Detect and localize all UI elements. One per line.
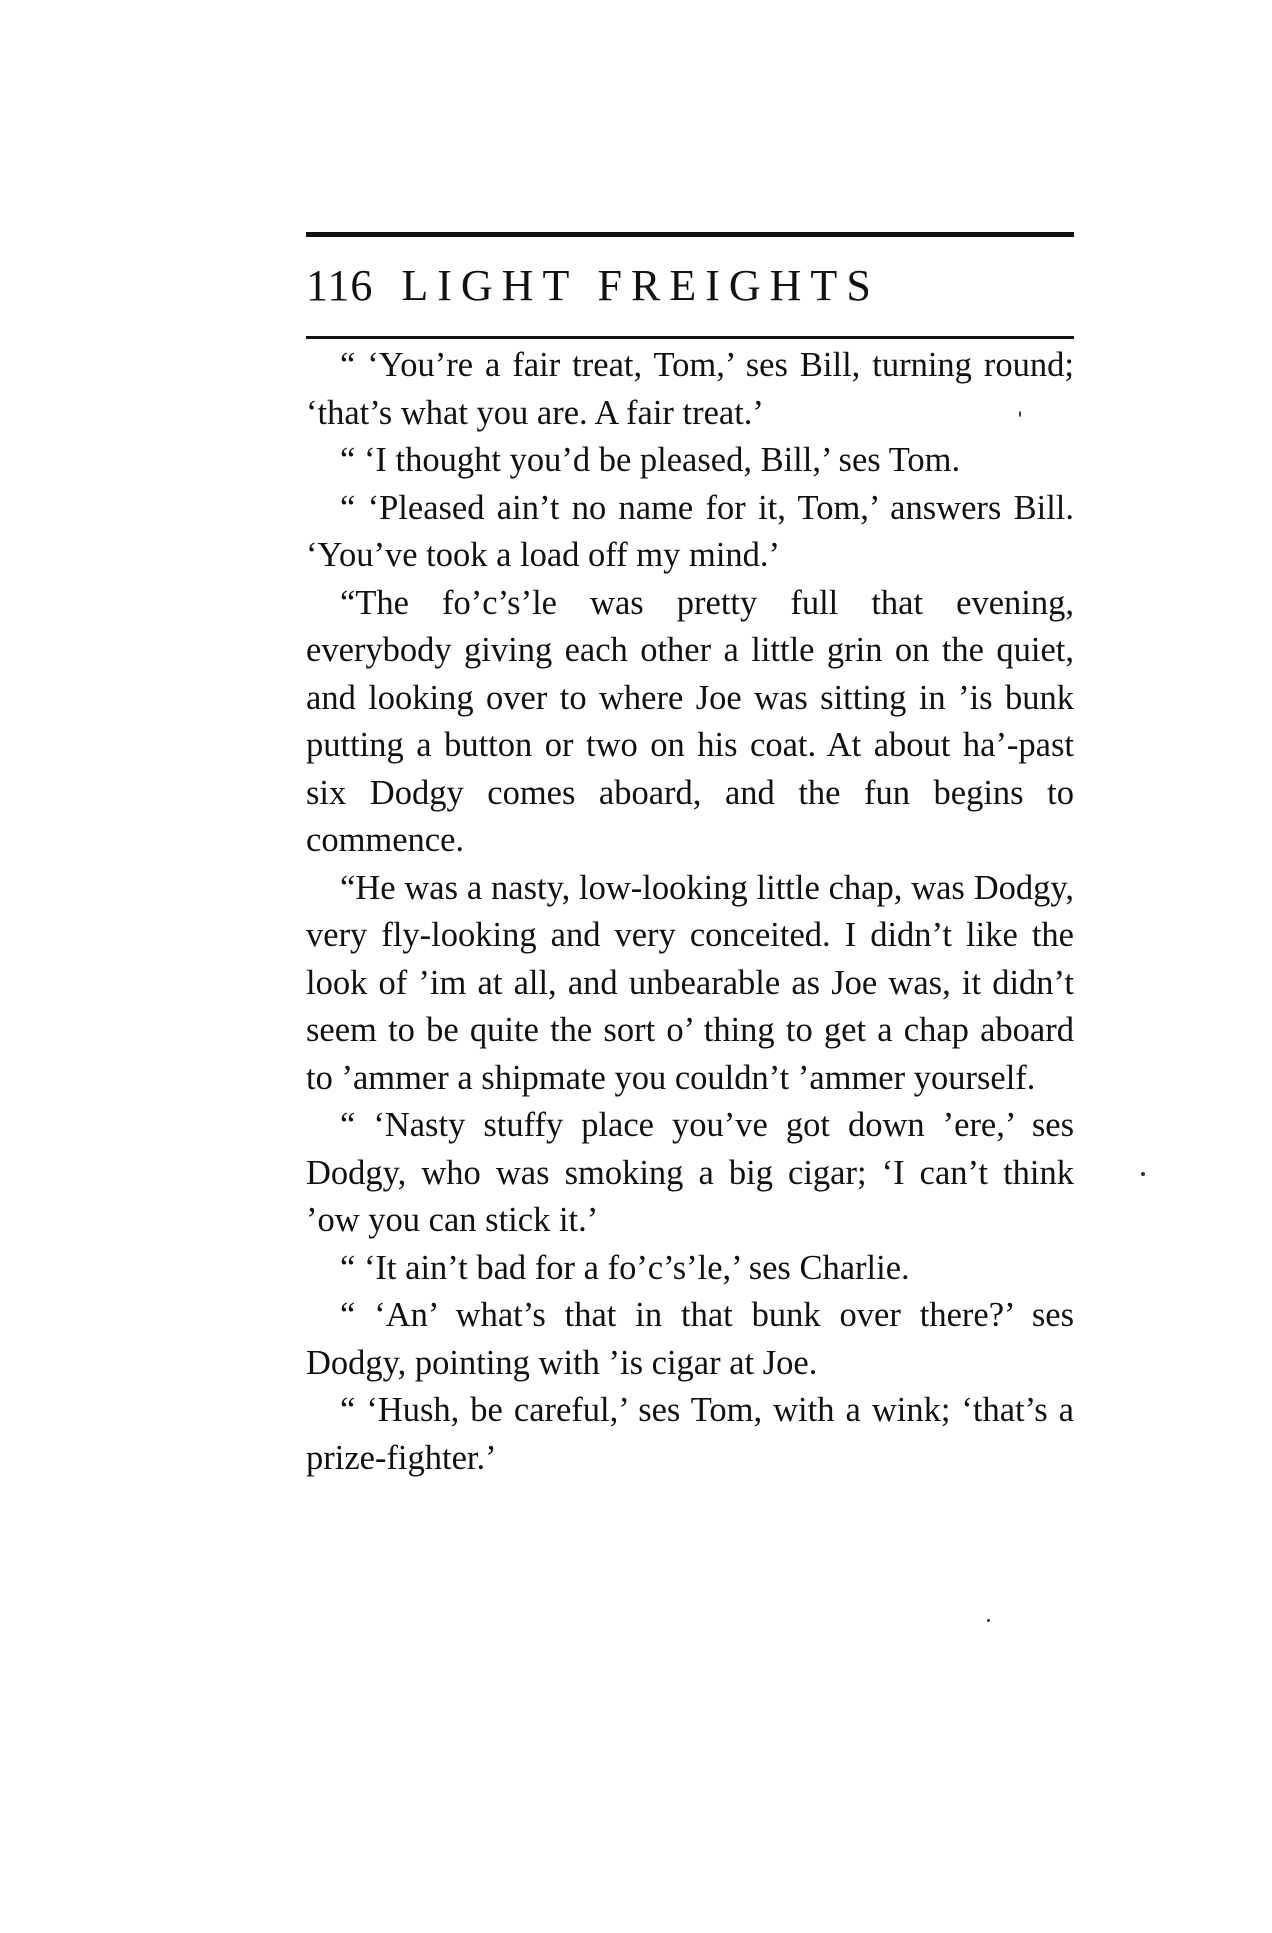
paragraph: “ ‘Pleased ain’t no name for it, Tom,’ answers Bill. ‘You’ve took a load off my mind.’	[306, 488, 1074, 574]
book-title: LIGHT FREIGHTS	[401, 260, 880, 310]
scan-speck	[1141, 1172, 1145, 1176]
body-text	[306, 342, 1074, 1482]
running-head	[306, 250, 1074, 320]
paragraph: “ ‘An’ what’s that in that bunk over there?’ ses Dodgy, pointing with ’is cigar at Joe.	[306, 1296, 1074, 1382]
header-bottom-rule	[306, 336, 1074, 339]
paragraph: “ ‘You’re a fair treat, Tom,’ ses Bill, turning round; ‘that’s what you are. A fair treat.’	[306, 346, 1074, 432]
scan-speck	[1019, 411, 1021, 417]
paragraph: “He was a nasty, low-looking little chap, was Dodgy, very fly-looking and very conceited. I didn’t like the look of ’im at all, and unbearable as Joe was, it didn’t seem to be quite the sort o’ thing to get a chap aboard to ’ammer a shipmate you couldn’t ’ammer yourself.	[306, 868, 1074, 1097]
header-top-rule	[306, 232, 1074, 237]
paragraph: “ ‘I thought you’d be pleased, Bill,’ ses Tom.	[340, 441, 961, 479]
paragraph: “ ‘Hush, be careful,’ ses Tom, with a wink; ‘that’s a prize-fighter.’	[306, 1391, 1074, 1477]
scan-speck	[987, 1619, 990, 1622]
paragraph: “ ‘Nasty stuffy place you’ve got down ’ere,’ ses Dodgy, who was smoking a big cigar; ‘I can’t think ’ow you can stick it.’	[306, 1106, 1074, 1239]
paragraph: “The fo’c’s’le was pretty full that evening, everybody giving each other a little grin on the quiet, and looking over to where Joe was sitting in ’is bunk putting a button or two on his coat. At about ha’-past six Dodgy comes aboard, and the fun begins to commence.	[306, 583, 1074, 859]
paragraph: “ ‘It ain’t bad for a fo’c’s’le,’ ses Charlie.	[340, 1248, 910, 1287]
page-number: 116	[306, 260, 374, 310]
